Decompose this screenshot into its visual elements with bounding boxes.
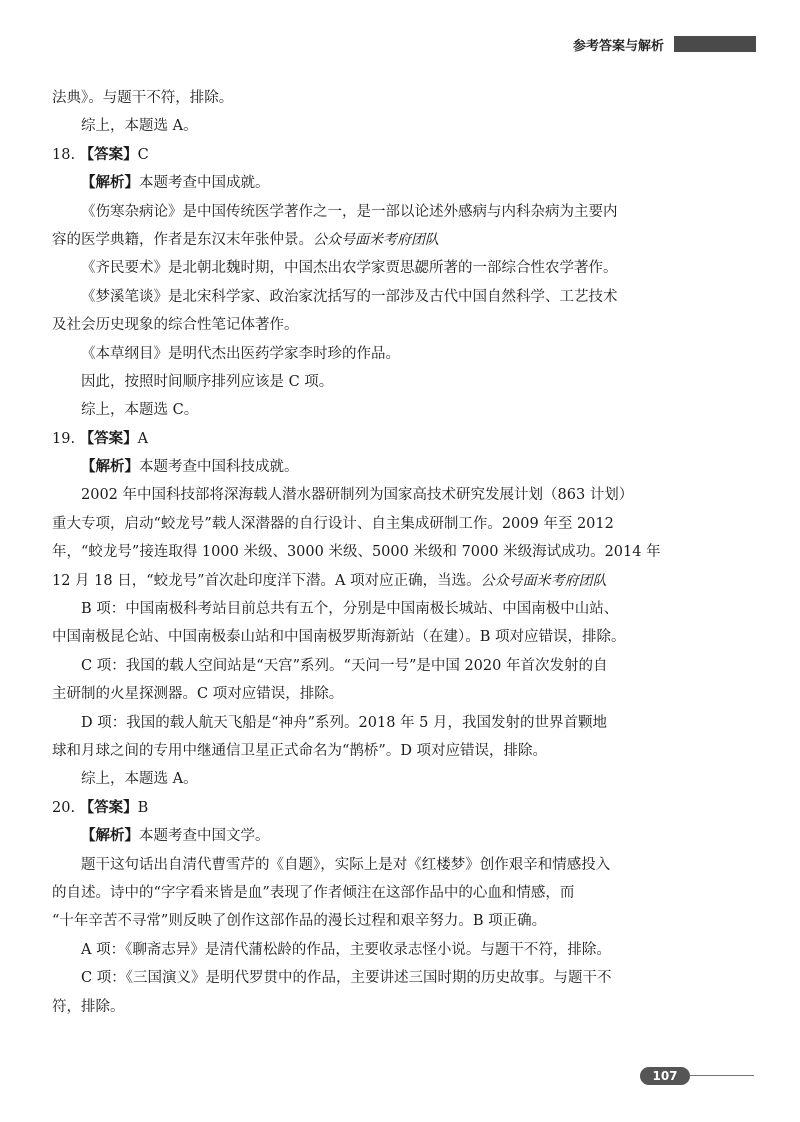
text-line bbox=[52, 623, 752, 651]
answer-value: C bbox=[137, 146, 149, 163]
text-line bbox=[52, 879, 752, 907]
line-text: 的自述。诗中的“字字看来皆是血”表现了作者倾注在这部作品中的心血和情感，而 bbox=[52, 884, 575, 901]
text-line bbox=[52, 84, 752, 112]
question-number: 20. bbox=[52, 799, 76, 816]
answer-label: 【答案】 bbox=[79, 145, 138, 163]
line-text: 符，排除。 bbox=[52, 998, 125, 1015]
text-line bbox=[52, 283, 752, 311]
text-line bbox=[52, 481, 752, 509]
text-line bbox=[52, 368, 752, 396]
text-line bbox=[52, 851, 752, 879]
line-text: 年，“蛟龙号”接连取得 1000 米级、3000 米级、5000 米级和 7000 米级海试成功。2014 年 bbox=[52, 544, 661, 561]
text-line bbox=[52, 567, 752, 595]
line-text: 综上，本题选 C。 bbox=[81, 402, 199, 419]
text-line bbox=[52, 652, 752, 680]
text-line bbox=[52, 538, 752, 566]
line-text: “十年辛苦不寻常”则反映了创作这部作品的漫长过程和艰辛努力。B 项正确。 bbox=[52, 913, 547, 930]
text-line bbox=[52, 396, 752, 424]
line-text: 题干这句话出自清代曹雪芹的《自题》，实际上是对《红楼梦》创作艰辛和情感投入 bbox=[81, 856, 611, 873]
line-text: 主研制的火星探测器。C 项对应错误，排除。 bbox=[52, 686, 344, 703]
text-line bbox=[52, 198, 752, 226]
line-text: 综上，本题选 A。 bbox=[81, 771, 198, 788]
question-number: 19. bbox=[52, 430, 76, 447]
watermark-text: 公众号面米考府团队 bbox=[480, 572, 607, 589]
line-text: 中国南极昆仑站、中国南极泰山站和中国南极罗斯海新站（在建）。B 项对应错误，排除。 bbox=[52, 629, 626, 646]
text-line bbox=[52, 453, 752, 481]
text-line bbox=[52, 112, 752, 140]
line-text: 及社会历史现象的综合性笔记体著作。 bbox=[52, 317, 299, 334]
analysis-topic: 本题考查中国文学。 bbox=[139, 828, 270, 845]
line-text: 《本草纲目》是明代杰出医药学家李时珍的作品。 bbox=[81, 345, 400, 362]
answer-value: A bbox=[137, 430, 149, 447]
text-line bbox=[52, 595, 752, 623]
line-text: D 项：我国的载人航天飞船是“神舟”系列。2018 年 5 月，我国发射的世界首颗地 bbox=[81, 714, 608, 731]
answer-label: 【答案】 bbox=[79, 798, 138, 816]
line-text: 《齐民要术》是北朝北魏时期，中国杰出农学家贾思勰所著的一部综合性农学著作。 bbox=[81, 260, 618, 277]
page-number: 107 bbox=[640, 1067, 690, 1085]
line-text: B 项：中国南极科考站目前总共有五个，分别是中国南极长城站、中国南极中山站、 bbox=[81, 601, 619, 618]
text-line bbox=[52, 226, 752, 254]
line-text: 球和月球之间的专用中继通信卫星正式命名为“鹊桥”。D 项对应错误，排除。 bbox=[52, 742, 548, 759]
answer-value: B bbox=[137, 799, 149, 816]
line-text: C 项：《三国演义》是明代罗贯中的作品，主要讲述三国时期的历史故事。与题干不 bbox=[81, 970, 612, 987]
line-text: 综上，本题选 A。 bbox=[81, 118, 198, 135]
analysis-label: 【解析】 bbox=[81, 827, 139, 845]
watermark-text: 公众号面米考府团队 bbox=[313, 231, 439, 248]
text-line bbox=[52, 993, 752, 1021]
header-title: 参考答案与解析 bbox=[572, 38, 664, 54]
analysis-label: 【解析】 bbox=[81, 174, 139, 192]
text-line bbox=[52, 822, 752, 850]
line-text: 因此，按照时间顺序排列应该是 C 项。 bbox=[81, 373, 334, 390]
text-line bbox=[52, 141, 752, 169]
text-line bbox=[52, 169, 752, 197]
text-line bbox=[52, 510, 752, 538]
text-line bbox=[52, 425, 752, 453]
page-content bbox=[52, 84, 752, 1021]
text-line bbox=[52, 737, 752, 765]
line-text: 容的医学典籍，作者是东汉末年张仲景。 bbox=[52, 231, 313, 248]
line-text: C 项：我国的载人空间站是“天宫”系列。“天问一号”是中国 2020 年首次发射的自 bbox=[81, 657, 608, 674]
question-number: 18. bbox=[52, 146, 76, 163]
text-line bbox=[52, 709, 752, 737]
analysis-topic: 本题考查中国成就。 bbox=[139, 175, 270, 192]
text-line bbox=[52, 340, 752, 368]
text-line bbox=[52, 311, 752, 339]
page-header bbox=[573, 34, 756, 54]
line-text: 12 月 18 日，“蛟龙号”首次赴印度洋下潜。A 项对应正确，当选。 bbox=[52, 572, 481, 589]
analysis-topic: 本题考查中国科技成就。 bbox=[139, 459, 299, 476]
page-number-rule bbox=[690, 1075, 754, 1076]
line-text: A 项：《聊斋志异》是清代蒲松龄的作品，主要收录志怪小说。与题干不符，排除。 bbox=[81, 941, 611, 958]
text-line bbox=[52, 680, 752, 708]
text-line bbox=[52, 794, 752, 822]
text-line bbox=[52, 964, 752, 992]
text-line bbox=[52, 907, 752, 935]
analysis-label: 【解析】 bbox=[81, 458, 139, 476]
answer-label: 【答案】 bbox=[79, 429, 138, 447]
line-text: 《伤寒杂病论》是中国传统医学著作之一，是一部以论述外感病与内科杂病为主要内 bbox=[81, 203, 618, 220]
text-line bbox=[52, 254, 752, 282]
line-text: 2002 年中国科技部将深海载人潜水器研制列为国家高技术研究发展计划（863 计划） bbox=[81, 487, 634, 504]
header-bar bbox=[674, 36, 756, 52]
line-text: 法典》。与题干不符，排除。 bbox=[52, 90, 234, 106]
line-text: 《梦溪笔谈》是北宋科学家、政治家沈括写的一部涉及古代中国自然科学、工艺技术 bbox=[81, 288, 618, 305]
text-line bbox=[52, 765, 752, 793]
text-line bbox=[52, 936, 752, 964]
line-text: 重大专项，启动“蛟龙号”载人深潜器的自行设计、自主集成研制工作。2009 年至 2012 bbox=[52, 515, 614, 532]
